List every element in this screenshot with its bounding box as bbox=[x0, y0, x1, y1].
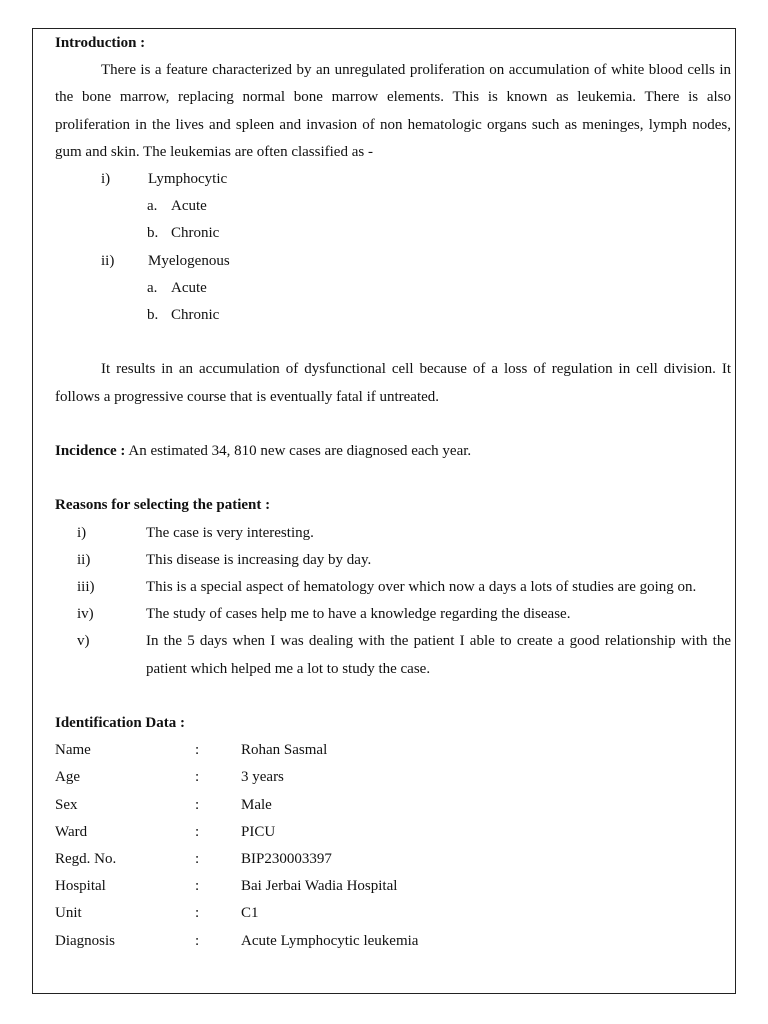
reason-text: In the 5 days when I was dealing with the patient I able to create a good relationship with the patient which helped me a lot to study the case. bbox=[146, 633, 731, 677]
identification-row bbox=[55, 873, 731, 900]
introduction-heading: Introduction : bbox=[55, 35, 146, 51]
field-colon: : bbox=[195, 932, 200, 949]
spacer bbox=[55, 683, 731, 710]
reason-item bbox=[55, 628, 731, 682]
reason-text: This disease is increasing day by day. bbox=[146, 551, 372, 568]
reason-number: iii) bbox=[77, 579, 95, 596]
field-value: C1 bbox=[241, 905, 259, 922]
field-label: Age bbox=[55, 769, 80, 786]
spacer bbox=[55, 329, 731, 356]
introduction-paragraph: There is a feature characterized by an unregulated proliferation on accumulation of white blood cells in the bone marrow, replacing normal bone marrow elements. This is known as leukemia. There is also proliferation in the lives and spleen and invasion of non hematologic organs such as meninges, lymph nodes, gum and skin. The leukemias are often classified as - bbox=[55, 62, 731, 160]
spacer bbox=[55, 411, 731, 438]
class-number: i) bbox=[101, 171, 111, 188]
document-body bbox=[55, 30, 731, 955]
reasons-heading: Reasons for selecting the patient : bbox=[55, 497, 271, 514]
identification-row bbox=[55, 792, 731, 819]
subclass-item bbox=[55, 302, 731, 329]
reason-number: ii) bbox=[77, 551, 91, 568]
field-value: Male bbox=[241, 796, 272, 813]
field-label: Diagnosis bbox=[55, 932, 115, 949]
subclass-label: Chronic bbox=[171, 307, 220, 324]
identification-table bbox=[55, 737, 731, 955]
subclass-letter: a. bbox=[147, 198, 158, 215]
subclass-letter: b. bbox=[147, 307, 159, 324]
identification-row bbox=[55, 764, 731, 791]
reason-text: The case is very interesting. bbox=[146, 524, 314, 541]
subclass-letter: b. bbox=[147, 225, 159, 242]
incidence-line bbox=[55, 438, 731, 465]
field-value: Bai Jerbai Wadia Hospital bbox=[241, 878, 398, 895]
identification-row bbox=[55, 737, 731, 764]
introduction-paragraph-2: It results in an accumulation of dysfunctional cell because of a loss of regulation in cell division. It follows a progressive course that is eventually fatal if untreated. bbox=[55, 361, 731, 405]
reasons-list bbox=[55, 520, 731, 683]
reason-text: The study of cases help me to have a knowledge regarding the disease. bbox=[146, 606, 571, 623]
field-label: Unit bbox=[55, 905, 82, 922]
identification-row bbox=[55, 846, 731, 873]
spacer bbox=[55, 465, 731, 492]
classification-list bbox=[55, 166, 731, 329]
field-value: BIP230003397 bbox=[241, 851, 332, 868]
subclass-item bbox=[55, 193, 731, 220]
subclass-label: Chronic bbox=[171, 225, 220, 242]
subclass-label: Acute bbox=[171, 198, 207, 215]
class-item bbox=[55, 166, 731, 193]
field-colon: : bbox=[195, 905, 200, 922]
field-colon: : bbox=[195, 769, 200, 786]
field-value: Rohan Sasmal bbox=[241, 742, 328, 759]
class-item bbox=[55, 248, 731, 275]
reason-item bbox=[55, 520, 731, 547]
class-number: ii) bbox=[101, 252, 115, 269]
field-value: Acute Lymphocytic leukemia bbox=[241, 932, 419, 949]
field-label: Ward bbox=[55, 823, 88, 840]
identification-heading: Identification Data : bbox=[55, 715, 185, 732]
reason-item bbox=[55, 601, 731, 628]
reason-item bbox=[55, 574, 731, 601]
reason-item bbox=[55, 547, 731, 574]
incidence-text: An estimated 34, 810 new cases are diagnosed each year. bbox=[128, 443, 472, 460]
class-label: Lymphocytic bbox=[148, 171, 228, 188]
field-value: 3 years bbox=[241, 769, 284, 786]
subclass-item bbox=[55, 275, 731, 302]
subclass-item bbox=[55, 220, 731, 247]
field-label: Sex bbox=[55, 796, 78, 813]
reason-number: v) bbox=[77, 633, 90, 650]
reason-text: This is a special aspect of hematology over which now a days a lots of studies are going on. bbox=[146, 579, 697, 596]
field-label: Regd. No. bbox=[55, 851, 117, 868]
field-colon: : bbox=[195, 742, 200, 759]
field-colon: : bbox=[195, 878, 200, 895]
field-colon: : bbox=[195, 851, 200, 868]
field-value: PICU bbox=[241, 823, 276, 840]
reason-number: iv) bbox=[77, 606, 94, 623]
subclass-letter: a. bbox=[147, 279, 158, 296]
identification-row bbox=[55, 928, 731, 955]
class-label: Myelogenous bbox=[148, 252, 230, 269]
identification-row bbox=[55, 900, 731, 927]
incidence-heading: Incidence : bbox=[55, 443, 126, 460]
identification-row bbox=[55, 819, 731, 846]
field-colon: : bbox=[195, 823, 200, 840]
field-colon: : bbox=[195, 796, 200, 813]
field-label: Hospital bbox=[55, 878, 106, 895]
field-label: Name bbox=[55, 742, 91, 759]
subclass-label: Acute bbox=[171, 279, 207, 296]
reason-number: i) bbox=[77, 524, 87, 541]
